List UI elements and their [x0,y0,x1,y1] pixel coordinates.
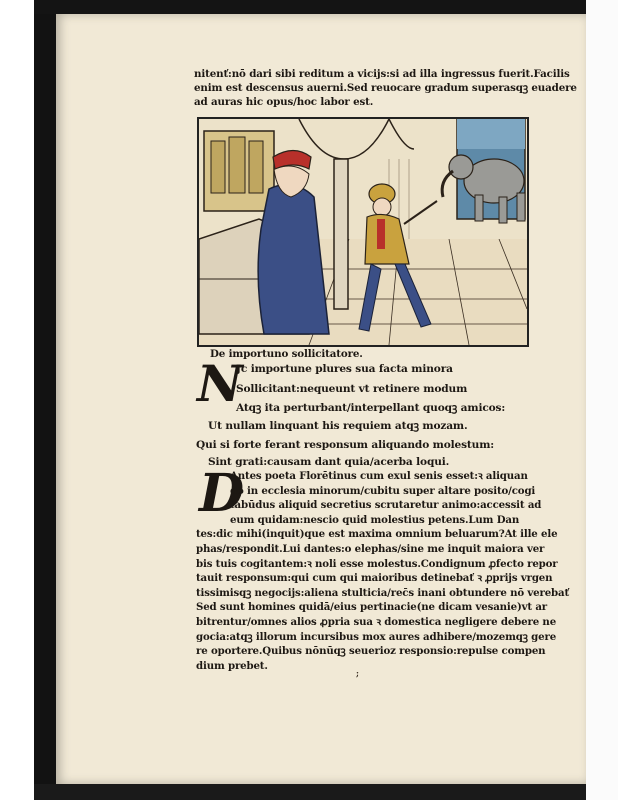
text-line: Sed sunt homines quidā/eius pertinacie(ne dicam vesanie)vt ar [196,601,548,614]
verse-line: Qui si forte ferant responsum aliquando molestum: [196,439,495,451]
text-line: ad auras hic opus/hoc labor est. [194,96,374,108]
text-line: tissimisqꝫ negocijs:aliena stulticia/rec̄s inani obtundere nō verebať [196,586,570,599]
text-line: tauit responsum:qui cum qui maioribus detinebať ꝛ ꝓprijs vrgen [196,572,553,585]
text-line: eum quidam:nescio quid molestius petens.Lum Dan [230,513,520,526]
verse-line: Sollicitant:nequeunt vt retinere modum [236,383,468,395]
woodcut-illustration [197,117,529,347]
prose-paragraph [196,469,569,673]
woodcut-scene [199,119,527,345]
text-line: gocia:atqꝫ illorum incursibus mox aures adhibere/mozemqꝫ gere [196,630,557,643]
text-line: re oportere.Quibus nōnūqꝫ seuerioz responsio:repulse compen [196,645,546,658]
verse-line: Jc importune plures sua facta minora [236,363,453,375]
text-line: phas/respondit.Lui dantes:o elephas/sine me inquit maiora ver [196,542,545,555]
decorated-initial-n: N [197,354,243,413]
book-spine-shadow [34,0,56,800]
top-paragraph [194,67,577,109]
text-line: tes:dic mihi(inquit)que est maxima omnium beluarum?At ille ele [196,528,558,541]
verse-line: Sint grati:causam dant quia/acerba loqui. [208,456,450,468]
bottom-binding-shadow [34,784,586,800]
scan-margin [586,0,618,800]
decorated-initial-d: D [199,463,245,524]
top-binding-shadow [34,0,586,14]
verse-line: Atqꝫ ita perturbant/interpellant quoqꝫ amicos: [236,402,506,414]
text-line: Antes poeta Florētinus cum exul senis esset:ꝛ aliquan [230,470,528,482]
text-line: do in ecclesia minorum/cubitu super altare posito/cogi [230,484,536,497]
text-line: bitrentur/omnes alios ꝓpria sua ꝛ domestica negligere debere ne [196,615,557,628]
chapter-caption: De importuno sollicitatore. [210,348,363,360]
verse-line: Ut nullam linquant his requiem atqꝫ mozam. [208,420,468,432]
text-line: bis tuis cogitantem:ꝛ noli esse molestus.Condignum ꝓfecto repor [196,557,558,570]
text-line: tabūdus aliquid secretius scrutaretur animo:accessit ad [230,499,542,512]
text-line: enim est descensus auerni.Sed reuocare gradum superasqꝫ euadere [194,82,577,94]
page-mark: ; [356,668,359,678]
text-line: nitenť:nō dari sibi reditum a vicijs:si ad illa ingressus fuerit.Facilis [194,68,570,80]
text-line: dium prebet. [196,659,268,672]
